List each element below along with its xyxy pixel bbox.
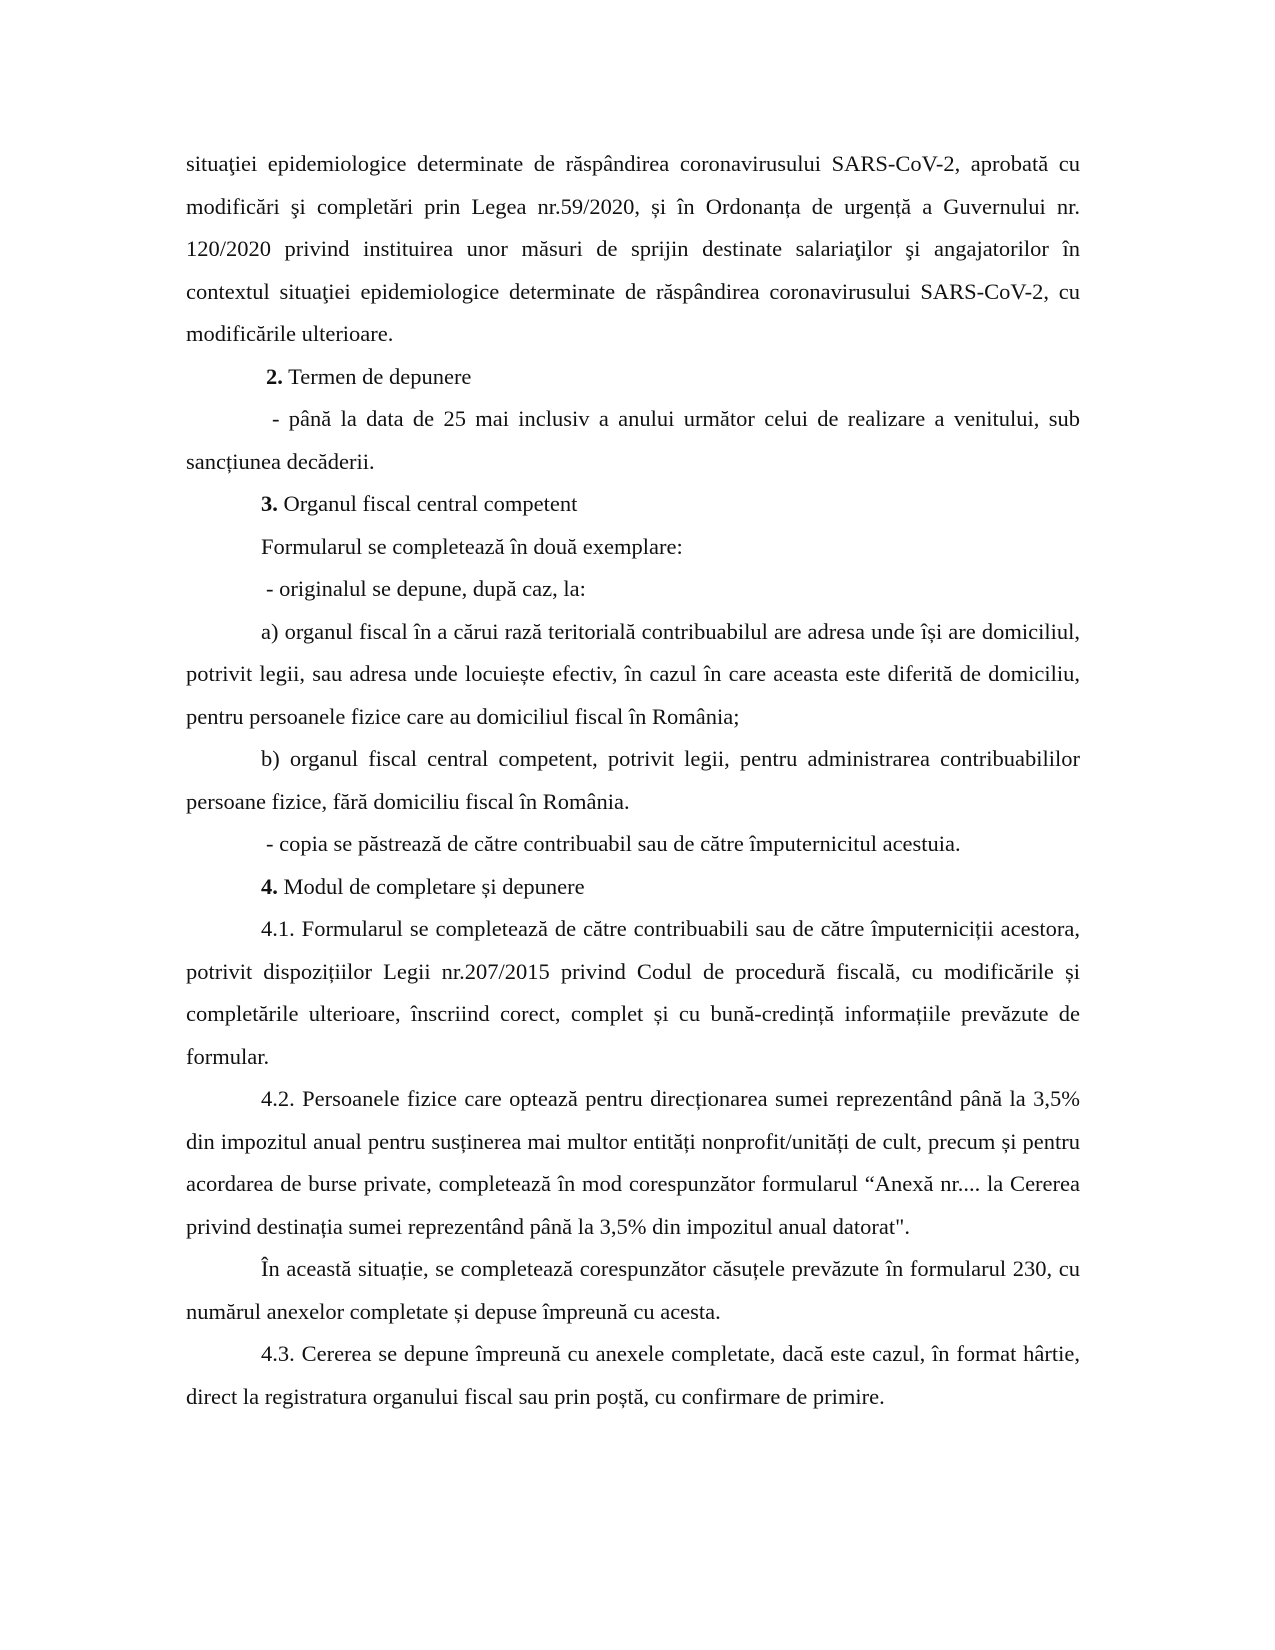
section-2-title: Termen de depunere: [288, 363, 472, 389]
item-b-paragraph: b) organul fiscal central competent, potrivit legii, pentru administrarea contribuabililor persoane fizice, fără domiciliu fiscal în România.: [186, 746, 1080, 814]
original-intro: - originalul se depune, după caz, la:: [266, 576, 586, 601]
item-a-paragraph: a) organul fiscal în a cărui rază teritorială contribuabilul are adresa unde își are domiciliul, potrivit legii, sau adresa unde locuiește efectiv, în cazul în care aceasta este diferită de domiciliu, pentru persoanele fizice care au domiciliul fiscal în România;: [186, 618, 1080, 729]
deadline-paragraph: - până la data de 25 mai inclusiv a anului următor celui de realizare a venitului, sub sancțiunea decăderii.: [186, 406, 1080, 474]
paragraph-4-1: 4.1. Formularul se completează de către contribuabili sau de către împuterniciții acestora, potrivit dispozițiilor Legii nr.207/2015 privind Codul de procedură fiscală, cu modificările și completările ulterioare, înscriind corect, complet și cu bună-credință informațiile prevăzute de formular.: [186, 916, 1080, 1069]
copies-intro: Formularul se completează în două exemplare:: [261, 533, 683, 559]
document-body: [186, 143, 1080, 1418]
section-4-number: 4.: [261, 873, 278, 899]
paragraph-4-2: 4.2. Persoanele fizice care optează pentru direcționarea sumei reprezentând până la 3,5% din impozitul anual pentru susținerea mai multor entități nonprofit/unități de cult, precum și pentru acordarea de burse private, completează în mod corespunzător formularul “Anexă nr.... la Cererea privind destinația sumei reprezentând până la 3,5% din impozitul anual datorat".: [186, 1086, 1080, 1239]
section-3-heading: [186, 483, 1080, 526]
section-4-heading: [186, 866, 1080, 909]
section-2-number: 2.: [266, 363, 283, 389]
paragraph-4-2-situation: În această situație, se completează corespunzător căsuțele prevăzute în formularul 230, cu numărul anexelor completate și depuse împreună cu acesta.: [186, 1256, 1080, 1324]
paragraph-4-3: 4.3. Cererea se depune împreună cu anexele completate, dacă este cazul, în format hârtie, direct la registratura organului fiscal sau prin poștă, cu confirmare de primire.: [186, 1341, 1080, 1409]
section-3-number: 3.: [261, 491, 278, 516]
section-4-title: Modul de completare și depunere: [283, 873, 585, 899]
section-3-title: Organul fiscal central competent: [283, 491, 578, 516]
section-2-heading: [186, 356, 1080, 399]
intro-paragraph: situaţiei epidemiologice determinate de răspândirea coronavirusului SARS-CoV-2, aprobată cu modificări şi completări prin Legea nr.59/2020, și în Ordonanța de urgență a Guvernului nr. 120/2020 privind instituirea unor măsuri de sprijin destinate salariaţilor şi angajatorilor în contextul situaţiei epidemiologice determinate de răspândirea coronavirusului SARS-CoV-2, cu modificările ulterioare.: [186, 151, 1080, 346]
copy-kept-paragraph: - copia se păstrează de către contribuabil sau de către împuternicitul acestuia.: [266, 831, 961, 856]
